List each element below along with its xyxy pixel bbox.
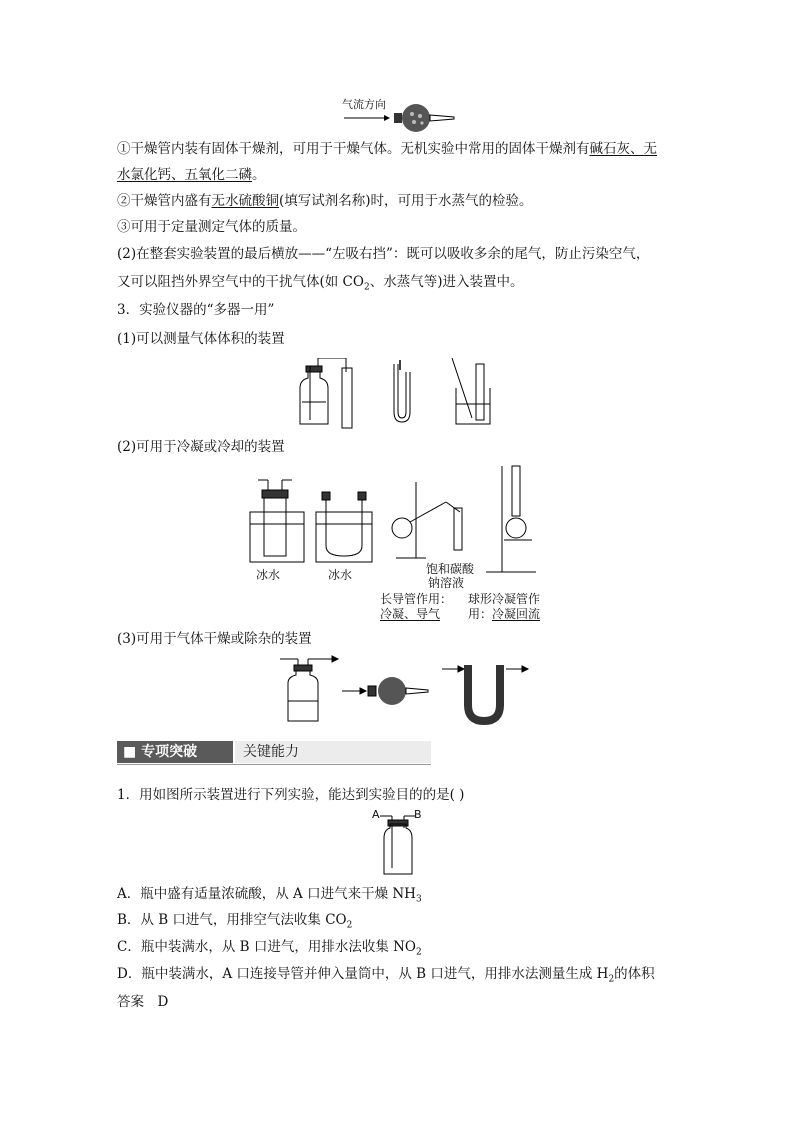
subheading-2: (2)可用于冷凝或冷却的装置 [117, 439, 285, 455]
gas-volume-apparatus-icon [290, 358, 500, 430]
saturated-label-1: 饱和碳酸 [426, 562, 475, 576]
part-2-line-2: 又可以阻挡外界空气中的干扰气体(如 $CO_2$、水蒸气等)进入装置中。 [117, 274, 524, 293]
saturated-label-2: 钠溶液 [428, 576, 465, 590]
ball-condenser-label-1: 球形冷凝管作 [468, 592, 541, 606]
option-d: D．瓶中装满水，A 口连接导管并伸入量筒中，从 B 口进气，用排水法测量生成 $H_2$的体积 [117, 966, 655, 985]
subheading-1: (1)可以测量气体体积的装置 [117, 331, 285, 347]
item-1-line-1: ①干燥管内装有固体干燥剂，可用于干燥气体。无机实验中常用的固体干燥剂有碱石灰、无 [117, 141, 657, 157]
long-tube-label-1: 长导管作用： [380, 592, 453, 606]
option-c: C．瓶中装满水，从 B 口进气，用排水法收集 $NO_2$ [117, 939, 422, 958]
part-2-line-1: (2)在整套实验装置的最后横放——“左吸右挡”：既可以吸收多余的尾气，防止污染空气， [117, 246, 650, 262]
item-2-line: ②干燥管内盛有无水硫酸铜(填写试剂名称)时，可用于水蒸气的检验。 [117, 193, 533, 209]
subheading-3: (3)可用于气体干燥或除杂的装置 [117, 631, 312, 647]
ice-water-label-2: 冰水 [328, 568, 353, 582]
port-a-label: A [372, 808, 380, 821]
drying-purify-apparatus-icon [270, 655, 530, 725]
banner-subtitle: 关键能力 [235, 741, 431, 763]
option-a: A．瓶中盛有适量浓硫酸，从 A 口进气来干燥 $NH_3$ [117, 886, 422, 905]
section-banner [117, 741, 431, 765]
answer-line: 答案 D [117, 994, 169, 1010]
cooling-figure [246, 462, 556, 624]
question-stem: 1．用如图所示装置进行下列实验，能达到实验目的的是( ) [117, 787, 465, 803]
ball-condenser-label-2: 用：冷凝回流 [468, 607, 541, 621]
long-tube-label-2: 冷凝、导气 [380, 607, 441, 621]
airflow-label: 气流方向 [342, 98, 386, 111]
drying-purify-figure [270, 655, 530, 725]
cooling-apparatus-icon [246, 462, 556, 582]
port-b-label: B [414, 808, 422, 821]
drying-tube-figure [338, 92, 458, 132]
gas-volume-figure [290, 358, 500, 430]
ice-water-label-1: 冰水 [256, 568, 281, 582]
gas-bottle-figure [370, 808, 430, 878]
option-b: B．从 B 口进气，用排空气法收集 $CO_2$ [117, 912, 353, 931]
banner-rule [117, 764, 431, 765]
item-3-line: ③可用于定量测定气体的质量。 [117, 219, 306, 235]
section-3-title: 3．实验仪器的“多器一用” [117, 302, 275, 318]
banner-title: ■ 专项突破 [117, 741, 233, 763]
item-1-line-2: 水氯化钙、五氧化二磷。 [117, 167, 266, 183]
